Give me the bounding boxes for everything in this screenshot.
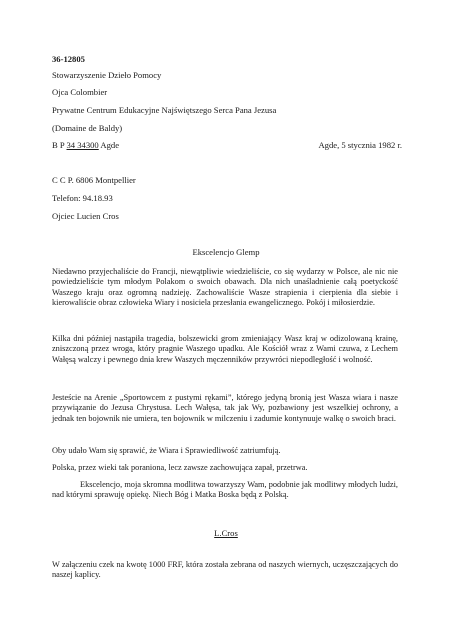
postscript: W załączeniu czek na kwotę 1000 FRF, która została zebrana od naszych wiernych, uczęszczających do naszej kaplicy. <box>52 560 398 580</box>
header-line: Ojca Colombier <box>52 87 108 97</box>
body-paragraph: Niedawno przyjechaliście do Francji, niewątpliwie wiedzieliście, co się wydarzy w Polsce, ale nic nie powiedzieliście tym młodym Polakom o swoich obawach. Dla nich unaśladnienie całą poetyckość Waszego kraju oraz ogromną nadzieję. Zachowaliście Wasze strapienia i cierpienia dla siebie i kierowaliście obraz człowieka Wiary i nosiciela przesłania ewangelicznego. Pokój i miłosierdzie. <box>52 267 398 308</box>
po-box-prefix: B P <box>52 140 67 150</box>
header-line: (Domaine de Baldy) <box>52 123 123 133</box>
body-paragraph: Polska, przez wieki tak poraniona, lecz zawsze zachowująca zapał, przetrwa. <box>52 463 308 472</box>
po-box-city: Agde <box>98 140 120 150</box>
header-line: Prywatne Centrum Edukacyjne Najświętszego Serca Pana Jezusa <box>52 105 277 115</box>
header-line: Stowarzyszenie Dzieło Pomocy <box>52 70 162 80</box>
body-paragraph: Kilka dni później nastąpiła tragedia, bolszewicki grom zmieniający Wasz kraj w odizolowaną krainę, zniszczoną przez wroga, który pragnie Waszego upadku. Ale Kościół wraz z Wami czuwa, z Lechem Wałęsą walczy i pewnego dnia krew Waszych męczenników przywróci niepodległość i wolność. <box>52 334 398 364</box>
body-paragraph: Ekscelencjo, moja skromna modlitwa towarzyszy Wam, podobnie jak modlitwy młodych ludzi, nad którymi sprawuję opiekę. Niech Bóg i Matka Boska będą z Polską. <box>52 480 398 500</box>
po-box-line <box>52 140 119 151</box>
po-box-number: 34 34300 <box>66 140 99 150</box>
salutation: Ekscelencjo Glemp <box>192 247 260 257</box>
place-date: Agde, 5 stycznia 1982 r. <box>318 140 402 150</box>
body-paragraph: Oby udało Wam się sprawić, że Wiara i Sprawiedliwość zatriumfują. <box>52 446 281 455</box>
reference-number: 36-12805 <box>52 54 85 64</box>
contact-line: C C P. 6806 Montpellier <box>52 175 136 185</box>
signature: L.Cros <box>214 528 238 538</box>
contact-line: Telefon: 94.18.93 <box>52 193 113 203</box>
body-paragraph: Jesteście na Arenie „Sportowcem z pustymi rękami”, którego jedyną bronią jest Wasza wiara i nasze przywiązanie do Jezusa Chrystusa. Lech Wałęsa, tak jak Wy, pozbawiony jest wszelkiej ochrony, a jednak ten bojownik nie umiera, ten bojownik w milczeniu i zadumie kontynuuje walkę o swoich braci. <box>52 393 398 423</box>
contact-line: Ojciec Lucien Cros <box>52 211 119 221</box>
